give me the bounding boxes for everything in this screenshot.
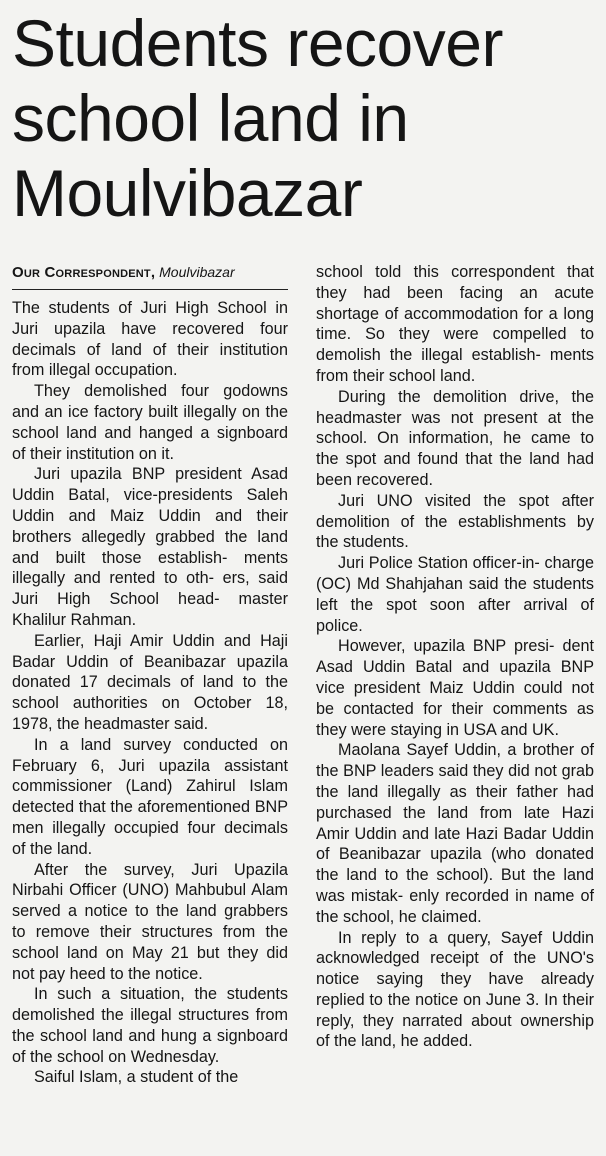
right-column xyxy=(316,262,594,1088)
paragraph: Juri UNO visited the spot after demolition of the establishments by the students. xyxy=(316,491,594,552)
paragraph: In such a situation, the students demolished the illegal structures from the school land and hung a signboard of the school on Wednesday. xyxy=(12,985,288,1066)
left-column xyxy=(12,262,288,1088)
paragraph: Maolana Sayef Uddin, a brother of the BNP leaders said they did not grab the land illegally as their father had purchased the land from late Hazi Amir Uddin and late Hazi Badar Uddin of Beanibazar upazila (who donated the land to the school). But the land was mistak- enly recorded in name of the school, he claimed. xyxy=(316,741,594,926)
paragraph: school told this correspondent that they had been facing an acute shortage of accommodation for a long time. So they were compelled to demolish the illegal establish- ments from their school land. xyxy=(316,263,594,385)
paragraph: However, upazila BNP presi- dent Asad Uddin Batal and upazila BNP vice president Maiz Uddin could not be contacted for their comments as they were staying in USA and UK. xyxy=(316,637,594,739)
paragraph: They demolished four godowns and an ice factory built illegally on the school land and hanged a signboard of their institution on it. xyxy=(12,382,288,463)
paragraph: Earlier, Haji Amir Uddin and Haji Badar Uddin of Beanibazar upazila donated 17 decimals of land to the school authorities on October 18, 1978, the headmaster said. xyxy=(12,631,288,733)
headline-line-1: Students recover xyxy=(12,6,503,80)
paragraph: Juri upazila BNP president Asad Uddin Batal, vice-presidents Saleh Uddin and Maiz Uddin and their brothers allegedly grabbed the land and built those establish- ments illegally and rented to oth- ers, said Juri High School head- master Khalilur Rahman. xyxy=(12,465,288,629)
headline xyxy=(12,0,596,231)
byline-location: Moulvibazar xyxy=(159,264,235,280)
headline-line-2: school land in xyxy=(12,81,409,155)
paragraph: The students of Juri High School in Juri upazila have recovered four decimals of land of their institution from illegal occupation. xyxy=(12,299,288,380)
paragraph: Saiful Islam, a student of the xyxy=(34,1068,239,1087)
byline-correspondent: Our Correspondent, xyxy=(12,264,156,281)
paragraph: During the demolition drive, the headmaster was not present at the school. On information, he came to the spot and found that the land had been recovered. xyxy=(316,387,594,489)
paragraph: In reply to a query, Sayef Uddin acknowledged receipt of the UNO's notice saying they have already replied to the notice on June 3. In their reply, they narrated about ownership of the land, he added. xyxy=(316,928,594,1051)
byline xyxy=(12,262,288,290)
article-body xyxy=(12,262,594,1088)
paragraph: Juri Police Station officer-in- charge (OC) Md Shahjahan said the students left the spot soon after arrival of police. xyxy=(316,554,594,635)
paragraph: After the survey, Juri Upazila Nirbahi Officer (UNO) Mahbubul Alam served a notice to the land grabbers to remove their structures from the school land on May 21 but they did not pay heed to the notice. xyxy=(12,860,288,983)
paragraph: In a land survey conducted on February 6, Juri upazila assistant commissioner (Land) Zahirul Islam detected that the aforementioned BNP men illegally occupied four decimals of the land. xyxy=(12,735,288,858)
headline-line-3: Moulvibazar xyxy=(12,156,363,230)
